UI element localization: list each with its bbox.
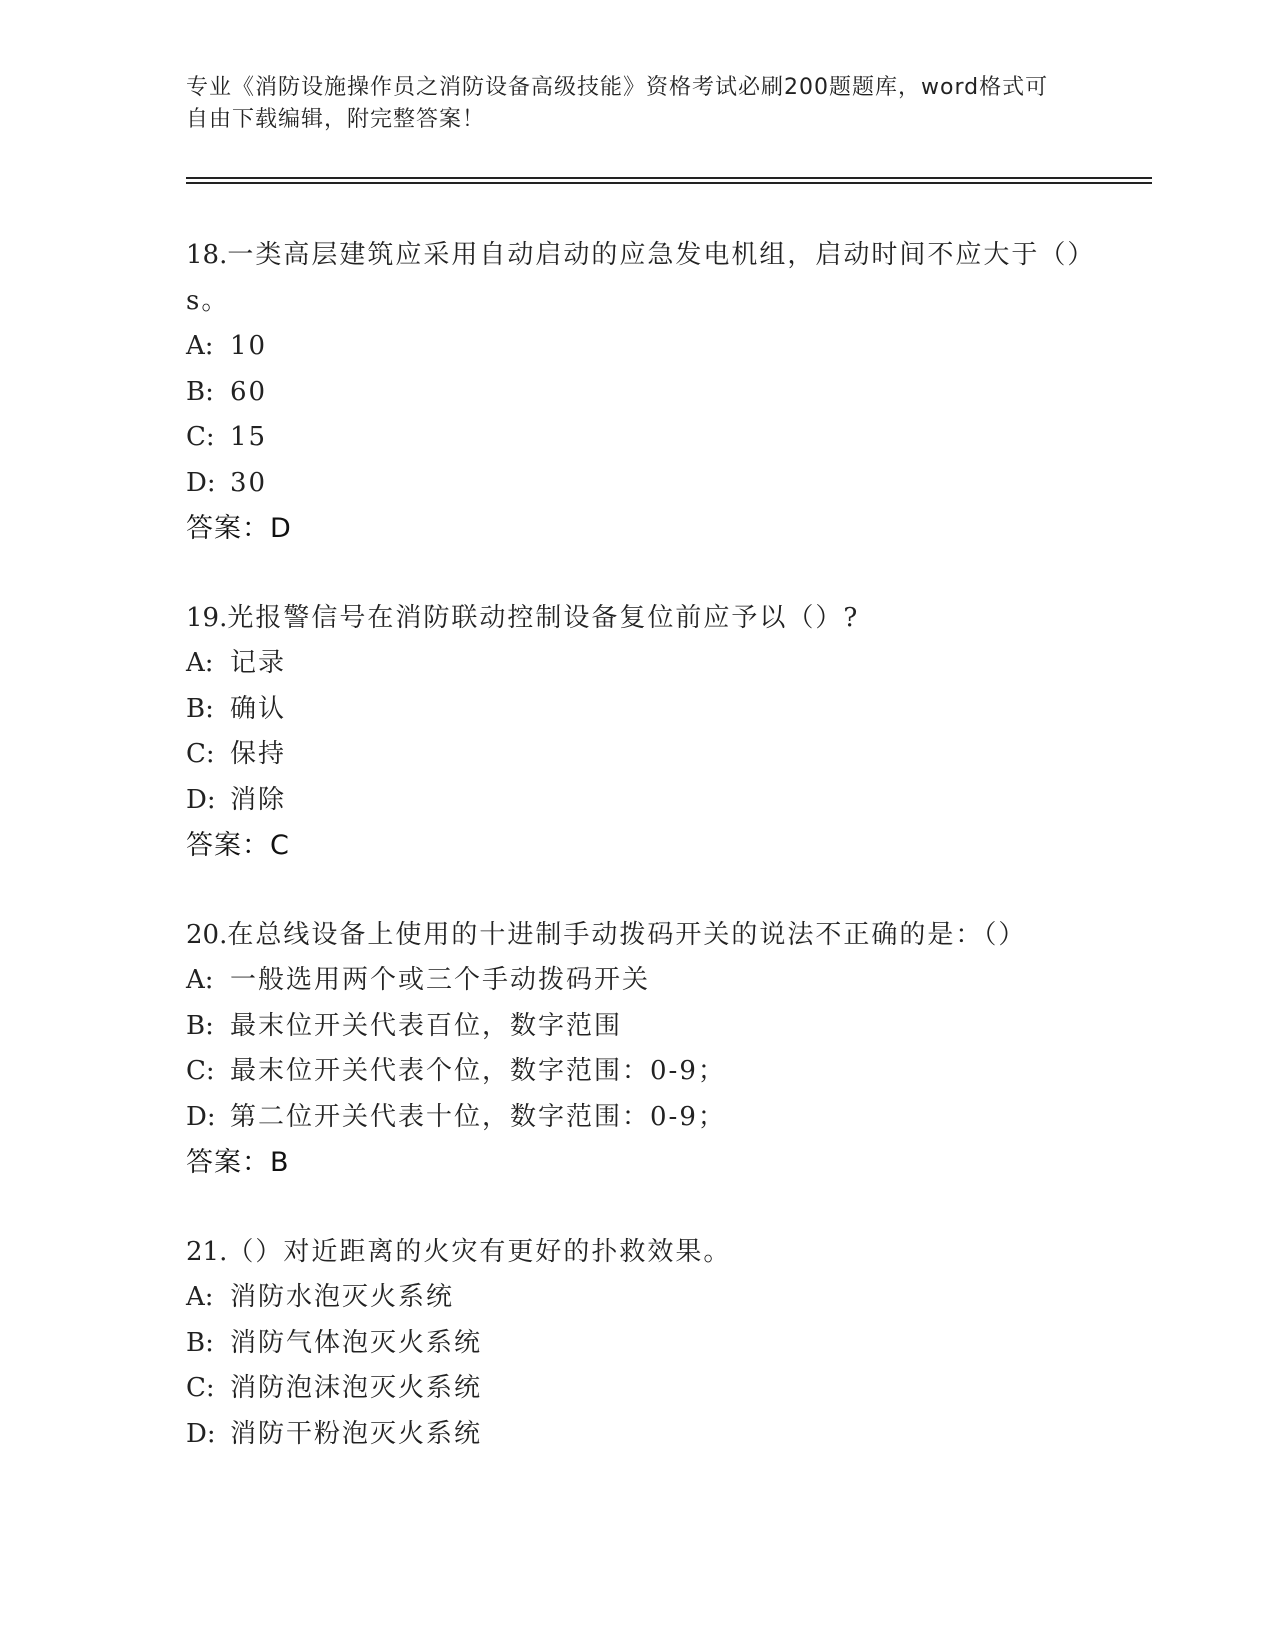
option-letter: B: [186,1327,214,1358]
option-text: 60 [230,376,268,407]
question-text: 光报警信号在消防联动控制设备复位前应予以（）? [227,603,860,633]
option-d [186,778,1086,824]
option-letter: D: [186,784,216,815]
option-b [186,1321,1086,1367]
question-number: 18. [186,240,228,270]
option-letter: B: [186,1010,214,1041]
option-c [186,732,1086,778]
option-c [186,1366,1086,1412]
option-text: 消防干粉泡灭火系统 [230,1418,483,1449]
option-text: 一般选用两个或三个手动拨码开关 [230,965,651,995]
answer-line: 答案：D [186,513,292,544]
question-18 [186,232,1086,551]
option-text: 最末位开关代表百位，数字范围 [230,1010,623,1041]
option-letter: B: [186,376,214,407]
option-letter: A: [186,648,214,678]
option-b [186,687,1086,733]
option-letter: A: [186,965,214,995]
option-text: 最末位开关代表个位，数字范围：0-9； [230,1056,726,1086]
option-letter: A: [186,331,214,361]
option-letter: B: [186,693,214,724]
question-stem [186,912,1086,958]
option-c [186,415,1086,461]
option-letter: D: [186,1101,216,1132]
option-letter: C: [186,1056,215,1086]
option-letter: D: [186,467,216,498]
question-stem [186,232,1086,324]
option-b [186,370,1086,416]
question-20 [186,912,1086,1185]
option-text: 消除 [230,784,287,815]
question-stem [186,595,1086,641]
option-a [186,958,1086,1004]
option-letter: C: [186,1373,215,1403]
option-letter: C: [186,739,215,769]
option-text: 第二位开关代表十位，数字范围：0-9； [230,1101,726,1132]
option-text: 15 [230,422,268,452]
option-letter: C: [186,422,215,452]
option-text: 30 [230,467,268,498]
question-number: 20. [186,920,228,950]
question-text: 在总线设备上使用的十进制手动拨码开关的说法不正确的是：（） [227,920,1027,950]
question-number: 19. [186,603,228,633]
question-19 [186,595,1086,868]
option-text: 消防气体泡灭火系统 [230,1327,483,1358]
option-a [186,324,1086,370]
option-d [186,1095,1086,1141]
question-text: 一类高层建筑应采用自动启动的应急发电机组，启动时间不应大于（）s。 [186,240,1083,316]
option-a [186,1275,1086,1321]
option-letter: A: [186,1282,214,1312]
question-stem [186,1229,1086,1275]
option-text: 消防水泡灭火系统 [230,1282,455,1312]
option-text: 保持 [230,739,287,769]
header-rule-bottom [186,182,1152,184]
option-c [186,1049,1086,1095]
option-text: 10 [230,331,268,361]
option-b [186,1004,1086,1050]
question-text: （）对近距离的火灾有更好的扑救效果。 [227,1237,732,1267]
option-d [186,1412,1086,1458]
question-number: 21. [186,1237,228,1267]
answer-line: 答案：B [186,1147,290,1178]
option-d [186,461,1086,507]
option-text: 记录 [230,648,287,678]
option-text: 确认 [230,693,287,724]
question-21 [186,1229,1086,1457]
question-list [186,232,1086,1501]
option-letter: D: [186,1418,216,1449]
option-a [186,641,1086,687]
answer-line: 答案：C [186,830,290,861]
option-text: 消防泡沫泡灭火系统 [230,1373,483,1403]
header-rule-top [186,177,1152,179]
document-header: 专业《消防设施操作员之消防设备高级技能》资格考试必刷200题题库，word格式可自由下载编辑，附完整答案！ [186,75,1049,132]
